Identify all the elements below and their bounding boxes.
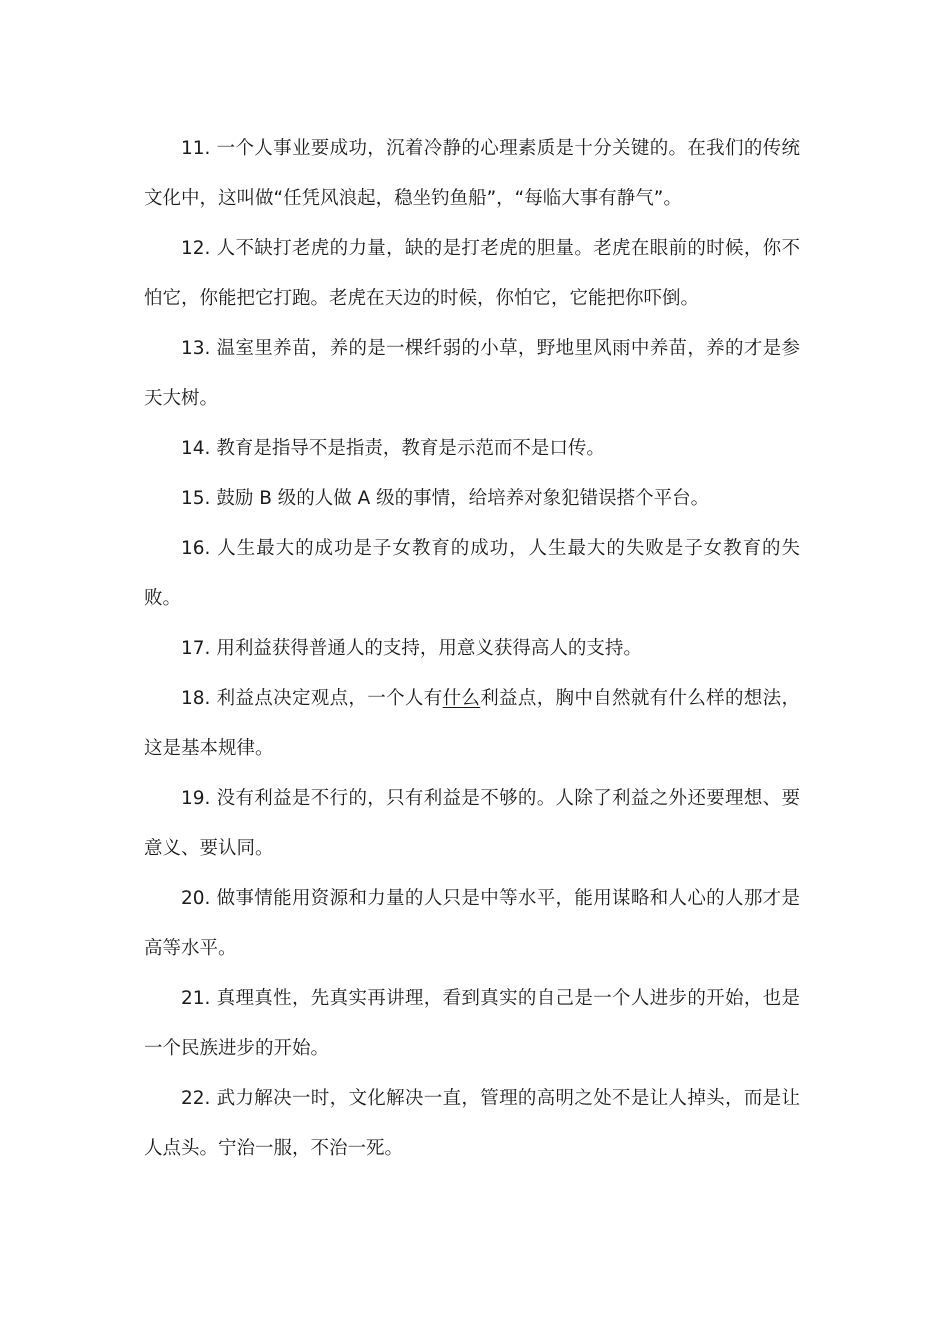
paragraph-number: 14. (181, 438, 211, 459)
paragraph-15 (144, 474, 800, 524)
paragraph-text: 做事情能用资源和力量的人只是中等水平，能用谋略和人心的人那才是高等水平。 (144, 888, 800, 959)
paragraph-text: 人不缺打老虎的力量，缺的是打老虎的胆量。老虎在眼前的时候，你不怕它，你能把它打跑。老虎在天边的时候，你怕它，它能把你吓倒。 (144, 238, 800, 309)
paragraph-20 (144, 874, 800, 974)
paragraph-number: 20. (181, 888, 211, 909)
paragraph-14 (144, 424, 800, 474)
underlined-word: 什么 (442, 688, 481, 709)
paragraph-number: 18. (181, 688, 211, 709)
paragraph-text: 真理真性，先真实再讲理，看到真实的自己是一个人进步的开始，也是一个民族进步的开始。 (144, 988, 800, 1059)
paragraph-16 (144, 524, 800, 624)
document-body (144, 124, 800, 1174)
paragraph-text: 武力解决一时，文化解决一直，管理的高明之处不是让人掉头，而是让人点头。宁治一服，不治一死。 (144, 1088, 800, 1159)
paragraph-text: 没有利益是不行的，只有利益是不够的。人除了利益之外还要理想、要意义、要认同。 (144, 788, 800, 859)
paragraph-number: 15. (181, 488, 211, 509)
paragraph-21 (144, 974, 800, 1074)
paragraph-text: 用利益获得普通人的支持，用意义获得高人的支持。 (216, 638, 642, 659)
paragraph-text: 一个人事业要成功，沉着冷静的心理素质是十分关键的。在我们的传统文化中，这叫做“任凭风浪起，稳坐钓鱼船”，“每临大事有静气”。 (144, 138, 800, 209)
paragraph-number: 13. (181, 338, 211, 359)
paragraph-number: 22. (181, 1088, 211, 1109)
paragraph-text-after: 利益点，胸中自然就有什么样的想法，这是基本规律。 (144, 688, 800, 759)
paragraph-text: 人生最大的成功是子女教育的成功，人生最大的失败是子女教育的失败。 (144, 538, 800, 609)
paragraph-text: 教育是指导不是指责，教育是示范而不是口传。 (216, 438, 605, 459)
paragraph-17 (144, 624, 800, 674)
paragraph-22 (144, 1074, 800, 1174)
paragraph-12 (144, 224, 800, 324)
paragraph-text-before: 利益点决定观点，一个人有 (216, 688, 443, 709)
paragraph-number: 11. (181, 138, 211, 159)
paragraph-number: 12. (181, 238, 211, 259)
paragraph-13 (144, 324, 800, 424)
paragraph-number: 21. (181, 988, 211, 1009)
paragraph-number: 19. (181, 788, 211, 809)
paragraph-18 (144, 674, 800, 774)
paragraph-number: 16. (181, 538, 211, 559)
paragraph-text: 温室里养苗，养的是一棵纤弱的小草，野地里风雨中养苗，养的才是参天大树。 (144, 338, 800, 409)
paragraph-19 (144, 774, 800, 874)
paragraph-11 (144, 124, 800, 224)
paragraph-number: 17. (181, 638, 211, 659)
paragraph-text: 鼓励 B 级的人做 A 级的事情，给培养对象犯错误搭个平台。 (216, 488, 710, 509)
